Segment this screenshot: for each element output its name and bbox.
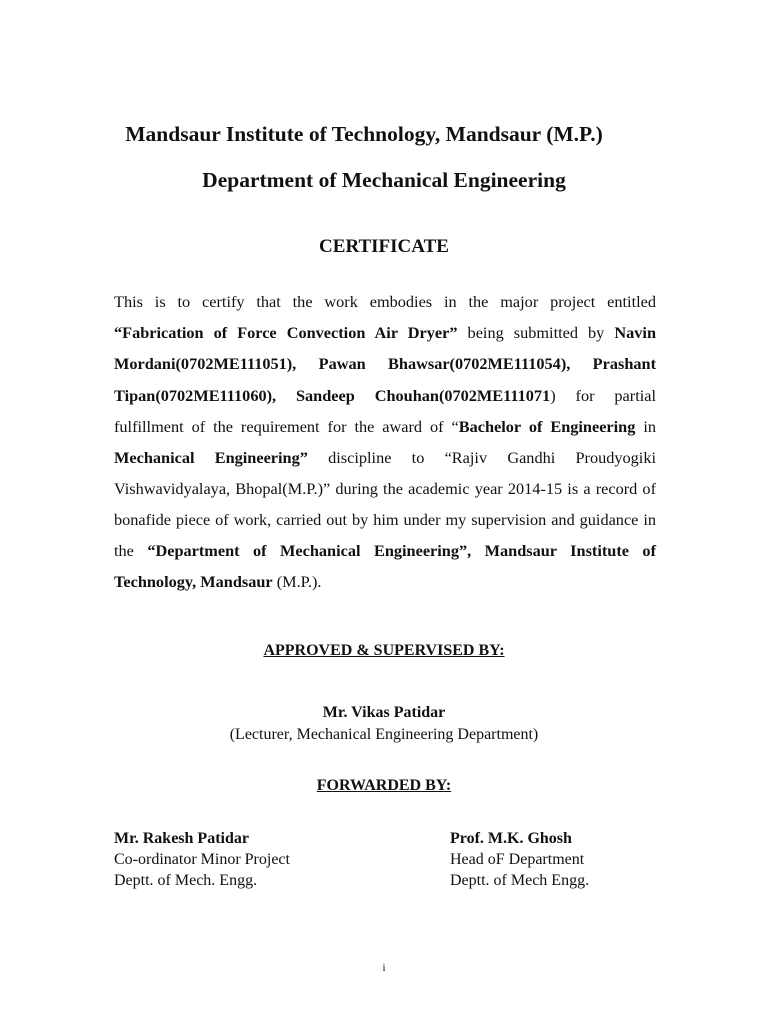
hod-role: Head oF Department [450, 851, 585, 868]
degree-name: Bachelor of Engineering [458, 416, 636, 436]
approved-heading: APPROVED & SUPERVISED BY: [263, 642, 505, 659]
body-text: in [635, 416, 656, 436]
department-title: Department of Mechanical Engineering [202, 168, 566, 192]
hod-dept: Deptt. of Mech Engg. [450, 872, 590, 889]
hod-name: Prof. M.K. Ghosh [450, 830, 572, 847]
certificate-body [114, 286, 656, 597]
forwarded-heading: FORWARDED BY: [316, 777, 452, 794]
body-text: (M.P.). [272, 572, 322, 592]
body-text: being submitted by [457, 323, 615, 343]
supervisor-title: (Lecturer, Mechanical Engineering Department) [229, 726, 539, 743]
department-reference: “Department of Mechanical Engineering”, Mandsaur Institute of Technology, Mandsaur [114, 541, 656, 592]
coordinator-name: Mr. Rakesh Patidar [114, 830, 249, 847]
coordinator-role: Co-ordinator Minor Project [114, 851, 290, 868]
page-number: i [382, 962, 386, 974]
coordinator-signature-block [114, 828, 290, 891]
student-list: Navin Mordani(0702ME111051), Pawan Bhawsar(0702ME111054), Prashant Tipan(0702ME111060), Sandeep Chouhan(0702ME111071 [114, 323, 656, 405]
supervisor-name: Mr. Vikas Patidar [322, 704, 446, 721]
body-text: ) for partial fulfillment of the requirement for the award of “ [114, 385, 656, 436]
institute-title: Mandsaur Institute of Technology, Mandsaur (M.P.) [125, 122, 603, 146]
discipline-name: Mechanical Engineering” [114, 447, 308, 467]
coordinator-dept: Deptt. of Mech. Engg. [114, 872, 258, 889]
certificate-heading: CERTIFICATE [319, 236, 449, 257]
project-title: “Fabrication of Force Convection Air Dryer” [114, 323, 458, 343]
body-text: This is to certify that the work embodies in the major project entitled [114, 292, 656, 312]
body-text: discipline to “Rajiv Gandhi Proudyogiki Vishwavidyalaya, Bhopal(M.P.)” during the academic year 2014-15 is a record of bonafide piece of work, carried out by him under my supervision and guidance in the [114, 447, 656, 561]
hod-signature-block [450, 828, 589, 891]
